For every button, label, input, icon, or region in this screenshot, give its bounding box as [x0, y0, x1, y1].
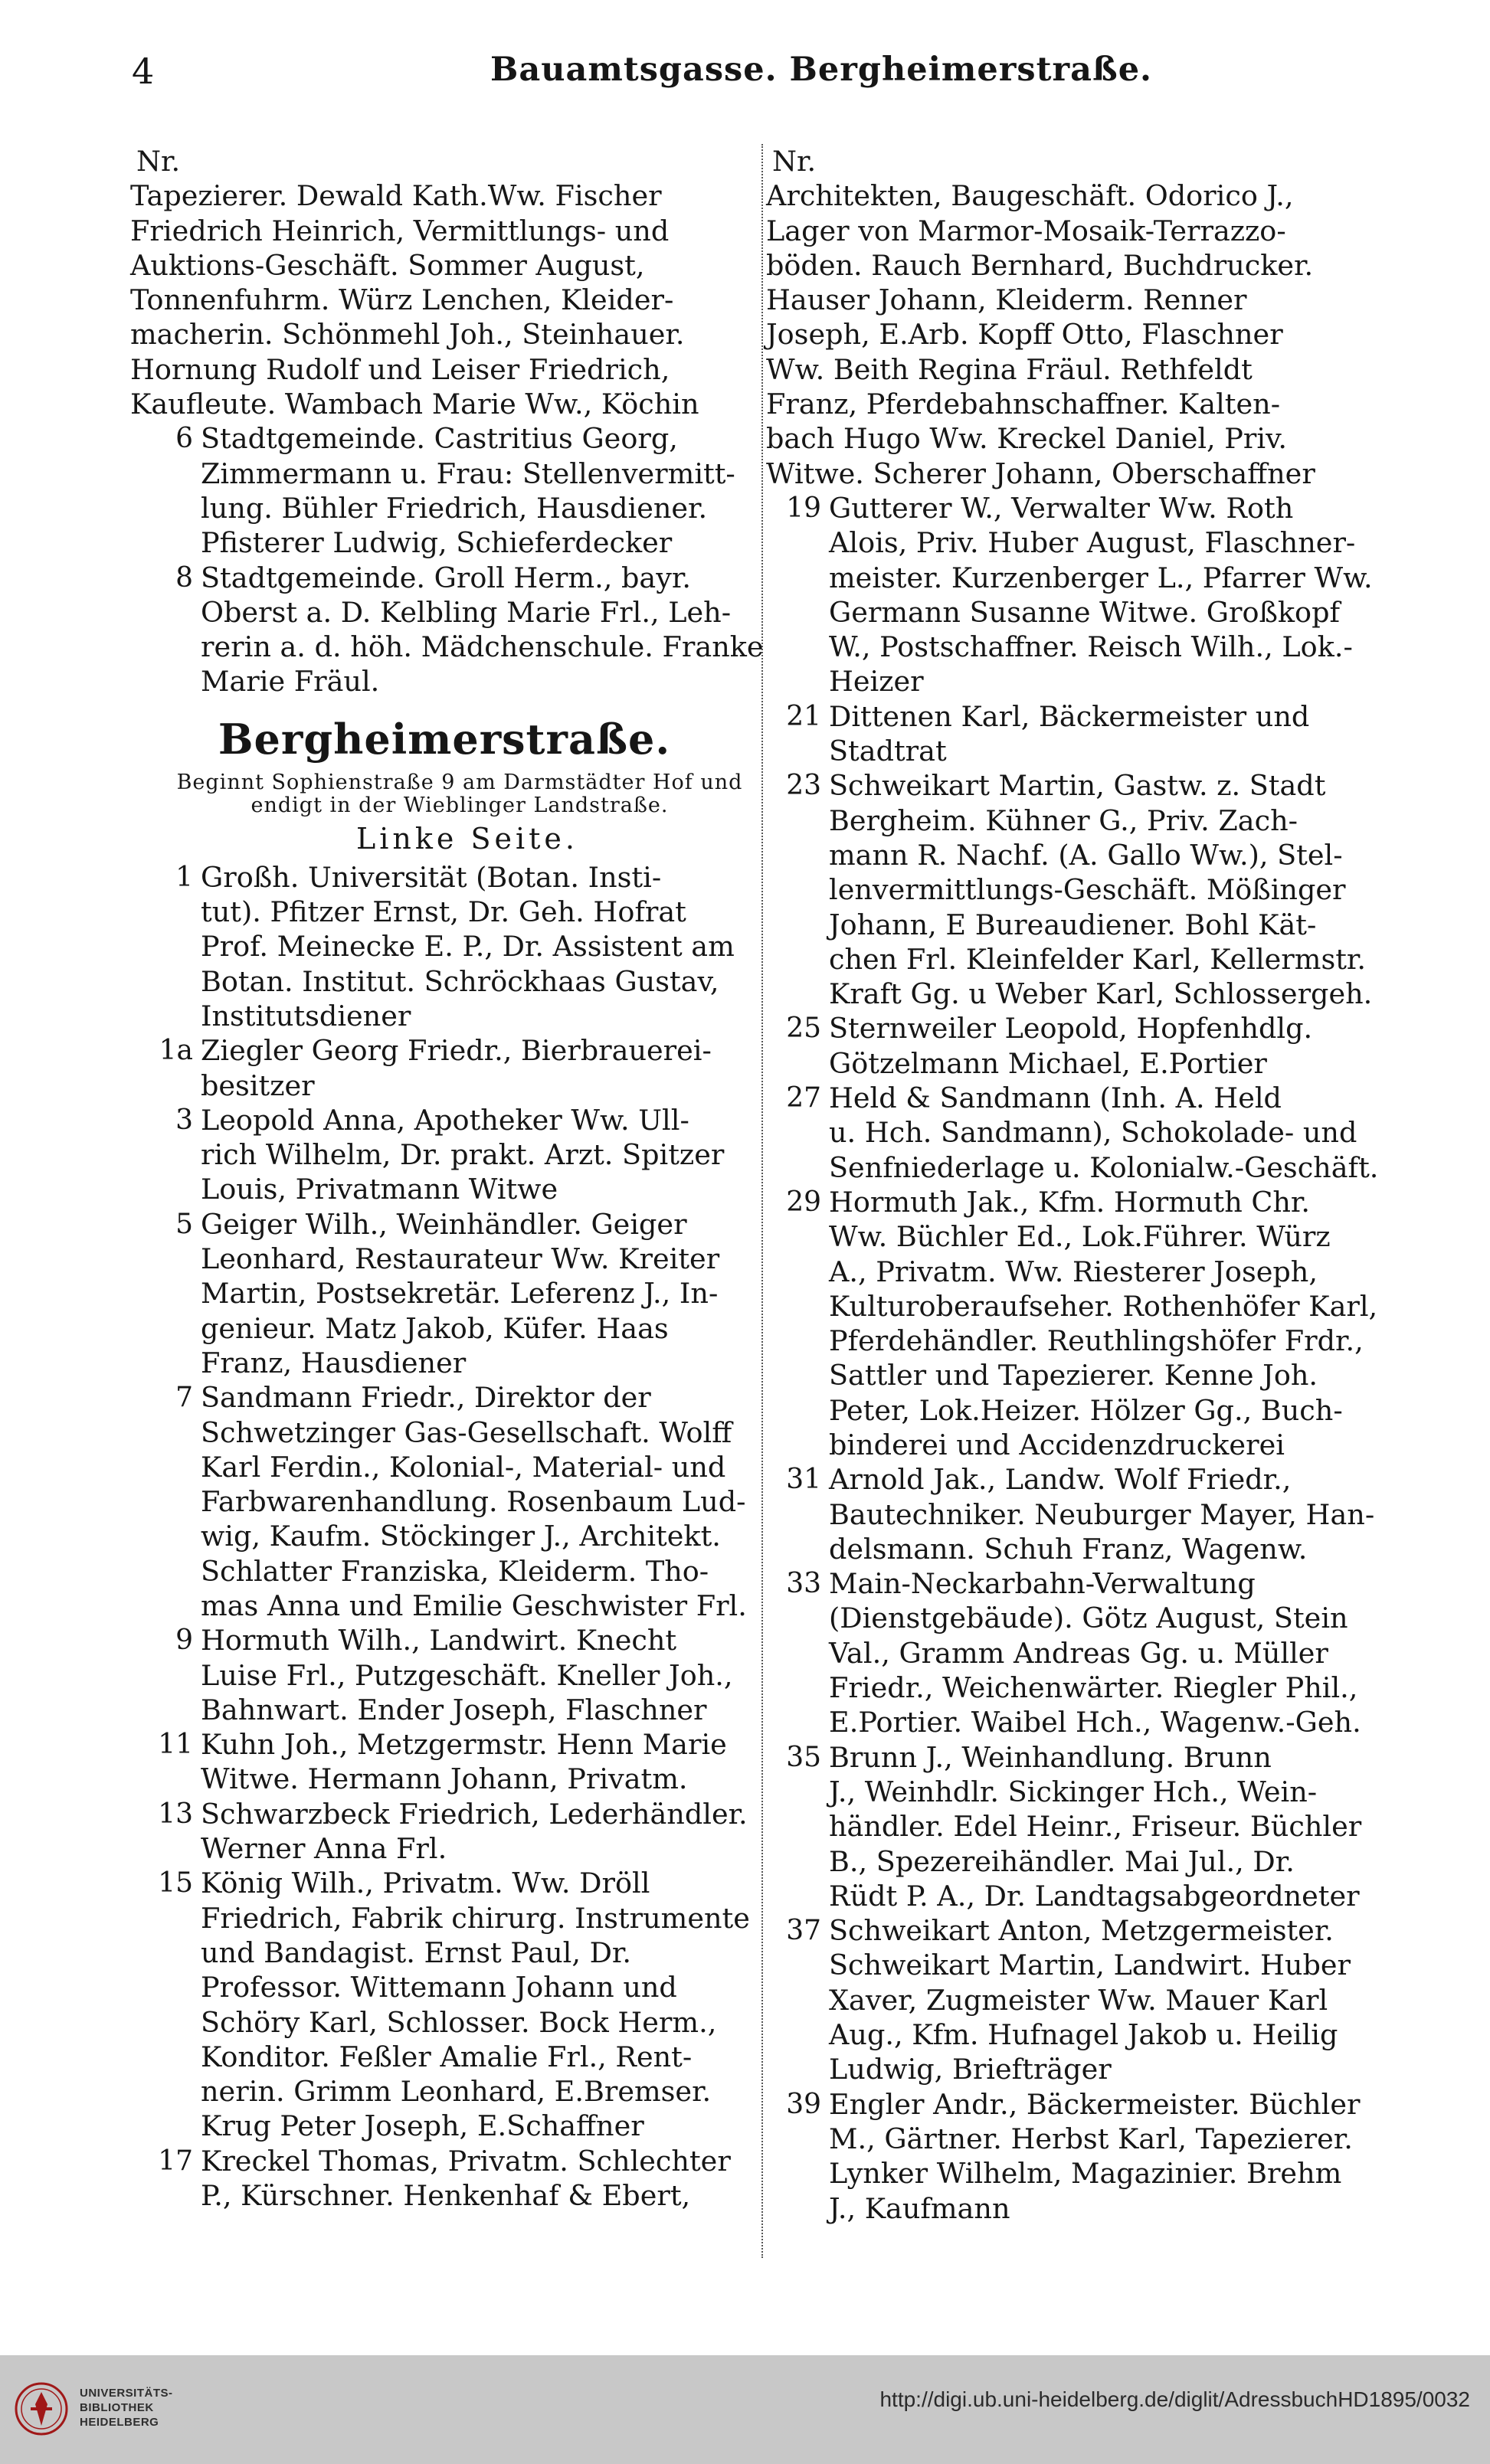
entry-text: u. Hch. Sandmann), Schokolade- und	[829, 1116, 1357, 1150]
entry-line	[766, 1601, 1402, 1635]
address-entry	[130, 860, 758, 1033]
entry-line	[130, 1450, 758, 1484]
entry-text: Professor. Wittemann Johann und	[201, 1971, 677, 2004]
running-head: Bauamtsgasse. Bergheimerstraße.	[490, 51, 1153, 89]
entry-text: lenvermittlungs-Geschäft. Mößinger	[829, 873, 1346, 907]
library-name-line: UNIVERSITÄTS-	[80, 2387, 173, 2400]
entry-line	[130, 1589, 758, 1623]
entry-line	[130, 999, 758, 1033]
entry-text: Peter, Lok.Heizer. Hölzer Gg., Buch-	[829, 1393, 1343, 1427]
entry-line	[766, 561, 1402, 595]
entry-line	[130, 1276, 758, 1311]
entry-line	[766, 1670, 1402, 1705]
house-number: 17	[158, 2145, 193, 2177]
entry-line	[766, 1844, 1402, 1879]
entry-text: meister. Kurzenberger L., Pfarrer Ww.	[829, 561, 1373, 594]
entry-text: Stadtrat	[829, 735, 947, 768]
entry-text: Werner Anna Frl.	[201, 1832, 447, 1866]
entry-text: J., Weinhdlr. Sickinger Hch., Wein-	[829, 1775, 1318, 1808]
entry-line	[130, 1831, 758, 1866]
entry-text: Krug Peter Joseph, E.Schaffner	[201, 2109, 644, 2143]
text-line: Lager von Marmor-Mosaik-Terrazzo-	[766, 214, 1286, 247]
address-entry	[766, 1740, 1402, 1913]
entry-line	[130, 1484, 758, 1519]
entry-text: Kreckel Thomas, Privatm. Schlechter	[201, 2144, 731, 2178]
entry-line	[130, 595, 758, 630]
house-number: 37	[786, 1915, 821, 1947]
entry-text: Botan. Institut. Schröckhaas Gustav,	[201, 964, 719, 998]
entry-text: Konditor. Feßler Amalie Frl., Rent-	[201, 2040, 693, 2073]
entry-line	[130, 1415, 758, 1450]
entry-text: binderei und Accidenzdruckerei	[829, 1428, 1285, 1461]
entry-text: Bautechniker. Neuburger Mayer, Han-	[829, 1497, 1375, 1531]
entry-line	[130, 630, 764, 664]
nr-label: Nr.	[136, 145, 181, 178]
entry-line	[130, 491, 758, 525]
address-entry	[130, 1866, 758, 2143]
entry-text: Rüdt P. A., Dr. Landtagsabgeordneter	[829, 1879, 1360, 1913]
text-line: Tapezierer. Dewald Kath.Ww. Fischer	[130, 179, 662, 213]
house-number: 8	[175, 561, 193, 594]
entry-line	[766, 1255, 1402, 1289]
text-line: böden. Rauch Bernhard, Buchdrucker.	[766, 248, 1314, 282]
entry-text: Stadtgemeinde. Castritius Georg,	[201, 422, 678, 456]
entry-text: Ziegler Georg Friedr., Bierbrauerei-	[201, 1034, 712, 1068]
entry-line	[130, 1970, 758, 2004]
entry-text: Leonhard, Restaurateur Ww. Kreiter	[201, 1242, 720, 1276]
entry-line	[130, 1623, 758, 1657]
right-entries	[766, 491, 1402, 2226]
entry-line	[766, 1532, 1402, 1566]
entry-line	[766, 1358, 1402, 1392]
entry-text: Val., Gramm Andreas Gg. u. Müller	[829, 1636, 1328, 1670]
library-name	[80, 2386, 173, 2430]
entry-text: Aug., Kfm. Hufnagel Jakob u. Heilig	[829, 2018, 1338, 2052]
entry-text: Heizer	[829, 665, 924, 699]
entry-line	[130, 1311, 758, 1346]
house-number: 29	[786, 1186, 821, 1218]
entry-line	[766, 2087, 1402, 2122]
entry-line	[130, 1693, 758, 1727]
entry-line	[766, 838, 1402, 872]
house-number: 7	[175, 1382, 193, 1414]
entry-line	[130, 1901, 758, 1936]
entry-text: Engler Andr., Bäckermeister. Büchler	[829, 2087, 1361, 2121]
entry-line	[766, 872, 1402, 907]
entry-text: nerin. Grimm Leonhard, E.Bremser.	[201, 2075, 712, 2109]
entry-line	[130, 664, 758, 699]
entry-text: Lynker Wilhelm, Magazinier. Brehm	[829, 2157, 1342, 2191]
page-number: 4	[132, 51, 155, 92]
house-number: 1	[175, 861, 193, 893]
left-intro	[130, 178, 758, 421]
entry-text: Martin, Postsekretär. Leferenz J., In-	[201, 1277, 719, 1311]
entry-text: Witwe. Hermann Johann, Privatm.	[201, 1762, 688, 1796]
address-entry	[130, 1380, 758, 1623]
entry-text: Oberst a. D. Kelbling Marie Frl., Leh-	[201, 595, 732, 629]
entry-text: händler. Edel Heinr., Friseur. Büchler	[829, 1810, 1362, 1844]
entry-text: Franz, Hausdiener	[201, 1346, 467, 1379]
street-note-line: endigt in der Wieblinger Landstraße.	[251, 793, 669, 817]
entry-text: Louis, Privatmann Witwe	[201, 1173, 558, 1206]
entry-line	[130, 1137, 758, 1172]
entry-line	[130, 1554, 758, 1589]
house-number: 33	[786, 1568, 821, 1600]
entry-line	[766, 1913, 1402, 1948]
address-entry	[130, 1623, 758, 1727]
entry-line	[766, 1462, 1402, 1497]
address-entry	[766, 1566, 1402, 1739]
entry-text: Sandmann Friedr., Direktor der	[201, 1381, 651, 1415]
text-line: Hauser Johann, Kleiderm. Renner	[766, 283, 1247, 317]
entry-line	[766, 1428, 1402, 1462]
entry-line	[130, 2109, 758, 2143]
entry-text: Farbwarenhandlung. Rosenbaum Lud-	[201, 1485, 746, 1519]
entry-line	[130, 561, 758, 595]
address-entry	[130, 561, 764, 699]
entry-text: Hormuth Jak., Kfm. Hormuth Chr.	[829, 1185, 1311, 1219]
entry-text: E.Portier. Waibel Hch., Wagenw.-Geh.	[829, 1706, 1361, 1739]
entry-line	[766, 1740, 1402, 1775]
entry-line	[130, 964, 758, 999]
address-entry	[130, 1103, 758, 1207]
entry-text: Bergheim. Kühner G., Priv. Zach-	[829, 803, 1298, 837]
entry-line	[130, 525, 758, 560]
text-line: Friedrich Heinrich, Vermittlungs- und	[130, 214, 670, 247]
entry-line	[766, 525, 1402, 560]
address-entry	[766, 1011, 1402, 1081]
entry-text: Geiger Wilh., Weinhändler. Geiger	[201, 1207, 687, 1241]
entry-text: rerin a. d. höh. Mädchenschule. Franke	[201, 630, 764, 664]
entry-text: Dittenen Karl, Bäckermeister und	[829, 699, 1310, 733]
entry-line	[766, 1636, 1402, 1670]
entry-line	[766, 2191, 1402, 2226]
entry-text: Brunn J., Weinhandlung. Brunn	[829, 1740, 1272, 1774]
entry-line	[130, 1033, 758, 1068]
entry-text: wig, Kaufm. Stöckinger J., Architekt.	[201, 1520, 721, 1553]
address-entry	[130, 1033, 758, 1103]
entry-text: Pferdehändler. Reuthlingshöfer Frdr.,	[829, 1324, 1364, 1358]
house-number: 35	[786, 1741, 821, 1773]
entry-text: Bahnwart. Ender Joseph, Flaschner	[201, 1693, 707, 1726]
entry-line	[766, 803, 1402, 838]
entry-line	[766, 1289, 1402, 1324]
address-entry	[130, 1727, 758, 1797]
house-number: 9	[175, 1625, 193, 1657]
entry-text: genieur. Matz Jakob, Küfer. Haas	[201, 1311, 669, 1345]
text-line: macherin. Schönmehl Joh., Steinhauer.	[130, 318, 685, 352]
entry-text: Schweikart Martin, Gastw. z. Stadt	[829, 769, 1326, 803]
left-column	[130, 144, 764, 2213]
entry-line	[766, 699, 1402, 734]
entry-line	[766, 630, 1402, 664]
entry-text: B., Spezereihändler. Mai Jul., Dr.	[829, 1844, 1295, 1878]
entry-text: Germann Susanne Witwe. Großkopf	[829, 595, 1341, 629]
entry-text: Gutterer W., Verwalter Ww. Roth	[829, 491, 1294, 525]
entry-text: Hormuth Wilh., Landwirt. Knecht	[201, 1624, 677, 1657]
entry-line	[130, 421, 758, 456]
text-line: bach Hugo Ww. Kreckel Daniel, Priv.	[766, 422, 1288, 456]
text-line: Architekten, Baugeschäft. Odorico J.,	[766, 179, 1294, 213]
entry-line	[130, 456, 758, 491]
university-seal-icon	[14, 2381, 69, 2436]
entry-text: Marie Fräul.	[201, 665, 380, 699]
entry-line	[130, 1207, 758, 1242]
address-entry	[766, 1462, 1402, 1566]
entry-text: Prof. Meinecke E. P., Dr. Assistent am	[201, 930, 735, 964]
house-number: 6	[175, 423, 193, 455]
street-note-line: Beginnt Sophienstraße 9 am Darmstädter Hof und	[176, 770, 743, 794]
entry-text: und Bandagist. Ernst Paul, Dr.	[201, 1936, 632, 1969]
address-entry	[766, 1185, 1402, 1462]
entry-text: Leopold Anna, Apotheker Ww. Ull-	[201, 1103, 689, 1137]
text-line: Ww. Beith Regina Fräul. Rethfeldt	[766, 352, 1253, 386]
entry-text: tut). Pfitzer Ernst, Dr. Geh. Hofrat	[201, 895, 686, 929]
entry-line	[766, 1219, 1402, 1254]
entry-text: Sternweiler Leopold, Hopfenhdlg.	[829, 1012, 1313, 1045]
entry-text: Schwarzbeck Friedrich, Lederhändler.	[201, 1797, 748, 1831]
entry-text: Xaver, Zugmeister Ww. Mauer Karl	[829, 1983, 1328, 2017]
entry-text: Schwetzinger Gas-Gesellschaft. Wolff	[201, 1415, 732, 1449]
entry-text: Friedrich, Fabrik chirurg. Instrumente	[201, 1901, 750, 1935]
entry-text: Friedr., Weichenwärter. Riegler Phil.,	[829, 1671, 1358, 1705]
entry-text: Main-Neckarbahn-Verwaltung	[829, 1567, 1256, 1601]
side-heading: Linke Seite.	[356, 821, 578, 856]
nr-label: Nr.	[772, 145, 817, 178]
entry-line	[766, 2052, 1402, 2086]
house-number: 5	[175, 1208, 193, 1240]
address-entry	[766, 1081, 1402, 1185]
entry-line	[766, 2017, 1402, 2052]
entry-line	[130, 1797, 758, 1831]
entry-line	[766, 664, 1402, 699]
entry-line	[130, 2005, 758, 2040]
house-number: 31	[786, 1464, 821, 1496]
source-url[interactable]: http://digi.ub.uni-heidelberg.de/diglit/AdressbuchHD1895/0032	[879, 2387, 1470, 2411]
entry-line	[766, 768, 1402, 803]
library-name-line: HEIDELBERG	[80, 2416, 159, 2429]
entry-line	[766, 1948, 1402, 1982]
entry-line	[130, 1866, 758, 1900]
entry-line	[130, 1103, 758, 1137]
left-entries-a	[130, 421, 764, 699]
entry-line	[130, 895, 758, 929]
entry-text: König Wilh., Privatm. Ww. Dröll	[201, 1867, 650, 1900]
entry-line	[766, 2122, 1402, 2156]
entry-line	[766, 942, 1402, 977]
entry-line	[130, 2040, 758, 2074]
entry-line	[130, 1068, 758, 1103]
address-entry	[766, 768, 1402, 1011]
entry-text: M., Gärtner. Herbst Karl, Tapezierer.	[829, 2122, 1353, 2155]
entry-line	[766, 491, 1402, 525]
entry-line	[130, 2074, 758, 2109]
address-entry	[130, 1207, 758, 1380]
entry-line	[766, 1324, 1402, 1358]
address-entry	[766, 2087, 1402, 2226]
house-number: 21	[786, 700, 821, 732]
entry-line	[766, 2156, 1402, 2191]
entry-text: Pfisterer Ludwig, Schieferdecker	[201, 526, 673, 560]
entry-text: Held & Sandmann (Inh. A. Held	[829, 1081, 1282, 1115]
entry-line	[766, 1185, 1402, 1219]
address-entry	[130, 421, 758, 560]
house-number: 19	[786, 492, 821, 524]
text-line: Joseph, E.Arb. Kopff Otto, Flaschner	[766, 318, 1283, 352]
entry-text: Alois, Priv. Huber August, Flaschner-	[829, 526, 1356, 560]
entry-line	[766, 1081, 1402, 1115]
entry-line	[130, 2178, 758, 2213]
entry-line	[130, 860, 758, 895]
house-number: 25	[786, 1013, 821, 1045]
entry-text: lung. Bühler Friedrich, Hausdiener.	[201, 491, 708, 525]
house-number: 11	[158, 1729, 193, 1761]
left-entries-b	[130, 860, 758, 2214]
entry-line	[766, 1046, 1402, 1081]
text-line: Auktions-Geschäft. Sommer August,	[130, 248, 645, 282]
entry-line	[766, 1705, 1402, 1739]
right-intro	[766, 178, 1402, 491]
entry-text: J., Kaufmann	[829, 2191, 1010, 2225]
entry-line	[766, 1011, 1402, 1045]
entry-text: Ww. Büchler Ed., Lok.Führer. Würz	[829, 1220, 1331, 1254]
entry-text: Stadtgemeinde. Groll Herm., bayr.	[201, 561, 691, 594]
entry-line	[766, 595, 1402, 630]
entry-line	[766, 1809, 1402, 1844]
entry-text: Karl Ferdin., Kolonial-, Material- und	[201, 1450, 726, 1484]
text-line: Franz, Pferdebahnschaffner. Kalten-	[766, 388, 1281, 421]
entry-text: mas Anna und Emilie Geschwister Frl.	[201, 1589, 747, 1622]
entry-text: chen Frl. Kleinfelder Karl, Kellermstr.	[829, 942, 1367, 976]
address-entry	[130, 2144, 758, 2214]
entry-line	[766, 1775, 1402, 1809]
entry-line	[130, 1346, 758, 1380]
entry-text: Götzelmann Michael, E.Portier	[829, 1046, 1267, 1080]
house-number: 27	[786, 1082, 821, 1114]
house-number: 3	[175, 1104, 193, 1136]
house-number: 39	[786, 2088, 821, 2120]
text-line: Witwe. Scherer Johann, Oberschaffner	[766, 456, 1315, 490]
entry-text: mann R. Nachf. (A. Gallo Ww.), Stel-	[829, 838, 1343, 872]
text-line: Kaufleute. Wambach Marie Ww., Köchin	[130, 388, 699, 421]
text-line: Hornung Rudolf und Leiser Friedrich,	[130, 352, 670, 386]
footer-bar	[0, 2355, 1490, 2464]
entry-text: Arnold Jak., Landw. Wolf Friedr.,	[829, 1463, 1292, 1497]
entry-line	[766, 1393, 1402, 1428]
address-entry	[766, 1913, 1402, 2086]
right-column	[766, 144, 1402, 2226]
entry-text: Institutsdiener	[201, 999, 411, 1032]
entry-text: Sattler und Tapezierer. Kenne Joh.	[829, 1359, 1318, 1392]
entry-line	[130, 1658, 758, 1693]
entry-line	[766, 1983, 1402, 2017]
house-number: 23	[786, 770, 821, 802]
entry-line	[766, 908, 1402, 942]
entry-line	[766, 1879, 1402, 1913]
column-divider	[761, 144, 763, 2258]
entry-line	[130, 929, 758, 964]
entry-text: Kuhn Joh., Metzgermstr. Henn Marie	[201, 1728, 727, 1762]
entry-text: W., Postschaffner. Reisch Wilh., Lok.-	[829, 630, 1353, 664]
house-number: 15	[158, 1867, 193, 1900]
entry-text: Johann, E Bureaudiener. Bohl Kät-	[829, 908, 1317, 941]
entry-text: Senfniederlage u. Kolonialw.-Geschäft.	[829, 1150, 1379, 1184]
entry-text: Zimmermann u. Frau: Stellenvermitt-	[201, 456, 735, 490]
street-title: Bergheimerstraße.	[218, 714, 671, 764]
text-line: Tonnenfuhrm. Würz Lenchen, Kleider-	[130, 283, 674, 317]
entry-line	[130, 1936, 758, 1970]
library-name-line: BIBLIOTHEK	[80, 2401, 154, 2414]
entry-text: Ludwig, Briefträger	[829, 2053, 1112, 2086]
entry-line	[130, 1727, 758, 1762]
entry-line	[130, 1172, 758, 1206]
entry-line	[130, 1242, 758, 1276]
entry-text: (Dienstgebäude). Götz August, Stein	[829, 1602, 1348, 1635]
house-number: 13	[158, 1798, 193, 1830]
address-entry	[766, 699, 1402, 769]
entry-text: delsmann. Schuh Franz, Wagenw.	[829, 1532, 1308, 1566]
entry-text: Schweikart Anton, Metzgermeister.	[829, 1914, 1334, 1948]
entry-line	[766, 1115, 1402, 1150]
entry-text: A., Privatm. Ww. Riesterer Joseph,	[829, 1255, 1318, 1288]
entry-text: Kulturoberaufseher. Rothenhöfer Karl,	[829, 1289, 1378, 1323]
entry-line	[130, 1519, 758, 1553]
entry-text: Schweikart Martin, Landwirt. Huber	[829, 1949, 1351, 1982]
entry-text: besitzer	[201, 1068, 315, 1102]
address-entry	[766, 491, 1402, 699]
entry-line	[766, 977, 1402, 1011]
entry-line	[130, 1762, 758, 1796]
house-number: 1a	[159, 1035, 193, 1067]
entry-text: Luise Frl., Putzgeschäft. Kneller Joh.,	[201, 1658, 733, 1692]
entry-line	[766, 734, 1402, 768]
entry-text: Schlatter Franziska, Kleiderm. Tho-	[201, 1554, 709, 1588]
entry-line	[130, 1380, 758, 1415]
entry-text: rich Wilhelm, Dr. prakt. Arzt. Spitzer	[201, 1138, 725, 1172]
entry-text: P., Kürschner. Henkenhaf & Ebert,	[201, 2179, 691, 2213]
entry-text: Kraft Gg. u Weber Karl, Schlossergeh.	[829, 977, 1373, 1011]
entry-text: Großh. Universität (Botan. Insti-	[201, 860, 662, 894]
entry-line	[766, 1150, 1402, 1185]
entry-line	[766, 1497, 1402, 1532]
address-entry	[130, 1797, 758, 1867]
entry-line	[766, 1566, 1402, 1601]
entry-text: Schöry Karl, Schlosser. Bock Herm.,	[201, 2005, 717, 2039]
entry-line	[130, 2144, 758, 2178]
